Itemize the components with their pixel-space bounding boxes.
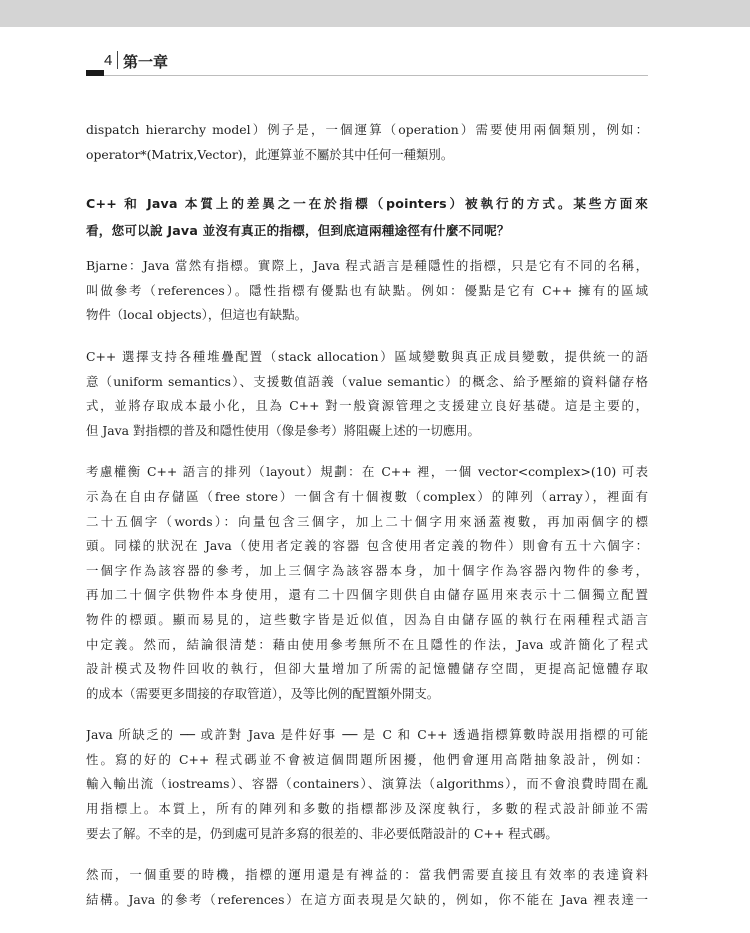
text-line: 一個字作為該容器的參考，加上三個字為該容器本身，加十個字作為容器內物件的參考， (86, 562, 648, 578)
paragraph-7 (86, 863, 648, 912)
paragraph-3 (86, 254, 648, 328)
text-line: 設計模式及物件回收的執行，但卻大量增加了所需的記憶體儲存空間，更提高記憶體存取 (86, 661, 648, 677)
text-line: operator*(Matrix,Vector)，此運算並不屬於其中任何一種類別。 (86, 146, 454, 162)
paragraph-5 (86, 460, 648, 706)
page-number: 4 (104, 52, 113, 69)
text-line: 考慮權衡 C++ 語言的排列（layout）規劃：在 C++ 裡，一個 vector<complex>(10) 可表 (86, 464, 648, 480)
question-line: C++ 和 Java 本質上的差異之一在於指標（pointers）被執行的方式。某些方面來 (86, 196, 648, 212)
header-rule (104, 75, 648, 76)
top-gray-band (0, 0, 750, 27)
text-line: 中定義。然而，結論很清楚：藉由使用參考無所不在且隱性的作法，Java 或許簡化了程式 (86, 636, 648, 652)
text-line: 結構。Java 的參考（references）在這方面表現是欠缺的，例如，你不能在 Java 裡表達一 (86, 891, 648, 907)
text-line: 頭。同樣的狀況在 Java（使用者定義的容器 包含使用者定義的物件）則會有五十六個字： (86, 538, 648, 554)
text-line: Bjarne：Java 當然有指標。實際上，Java 程式語言是種隱性的指標，只是它有不同的名稱， (86, 258, 648, 274)
paragraph-6 (86, 723, 648, 846)
text-line: 用指標上。本質上，所有的陣列和多數的指標都涉及深度執行，多數的程式設計師並不需 (86, 801, 648, 817)
text-line: 物件（local objects），但這也有缺點。 (86, 307, 307, 323)
text-line: 然而，一個重要的時機，指標的運用還是有裨益的：當我們需要直接且有效率的表達資料 (86, 867, 648, 883)
header-separator (117, 51, 118, 69)
question-line: 看，您可以說 Java 並沒有真正的指標，但到底這兩種途徑有什麼不同呢？ (86, 223, 510, 239)
text-line: 式，並將存取成本最小化，且為 C++ 對一般資源管理之支援建立良好基礎。這是主要的， (86, 398, 648, 414)
text-line: C++ 選擇支持各種堆疊配置（stack allocation）區域變數與真正成員變數，提供統一的語 (86, 348, 648, 364)
text-line: Java 所缺乏的 ── 或許對 Java 是件好事 ── 是 C 和 C++ 透過指標算數時誤用指標的可能 (86, 727, 648, 743)
chapter-title: 第一章 (123, 53, 169, 71)
text-line: 叫做參考（references）。隱性指標有優點也有缺點。例如：優點是它有 C++ 擁有的區域 (86, 282, 648, 298)
text-line: 的成本（需要更多間接的存取管道），及等比例的配置額外開支。 (86, 685, 440, 701)
text-line: 要去了解。不幸的是，仍到處可見許多寫的很差的、非必要低階設計的 C++ 程式碼。 (86, 825, 558, 841)
text-line: 意（uniform semantics）、支援數值語義（value semantic）的概念、給予壓縮的資料儲存格 (86, 373, 648, 389)
header-thick-rule (86, 70, 104, 76)
page-body (86, 118, 648, 912)
running-header (86, 50, 648, 78)
text-line: 輸入輸出流（iostreams）、容器（containers）、演算法（algorithms），而不會浪費時間在亂 (86, 776, 648, 792)
paragraph-1 (86, 118, 648, 167)
text-line: dispatch hierarchy model）例子是，一個運算（operation）需要使用兩個類別，例如： (86, 122, 648, 137)
text-line: 示為在自由存儲區（free store）一個含有十個複數（complex）的陣列（array），裡面有 (86, 488, 648, 504)
text-line: 再加二十個字供物件本身使用，還有二十四個字則供自由儲存區用來表示十二個獨立配置 (86, 587, 648, 603)
interview-question (86, 190, 648, 244)
text-line: 性。寫的好的 C++ 程式碼並不會被這個問題所困擾，他們會運用高階抽象設計，例如： (86, 751, 648, 767)
text-line: 二十五個字（words）：向量包含三個字，加上二十個字用來涵蓋複數，再加兩個字的標 (86, 513, 648, 529)
text-line: 但 Java 對指標的普及和隱性使用（像是參考）將阻礙上述的一切應用。 (86, 422, 480, 438)
text-line: 物件的標頭。顯而易見的，這些數字皆是近似值，因為自由儲存區的執行在兩種程式語言 (86, 611, 648, 627)
paragraph-4 (86, 345, 648, 443)
